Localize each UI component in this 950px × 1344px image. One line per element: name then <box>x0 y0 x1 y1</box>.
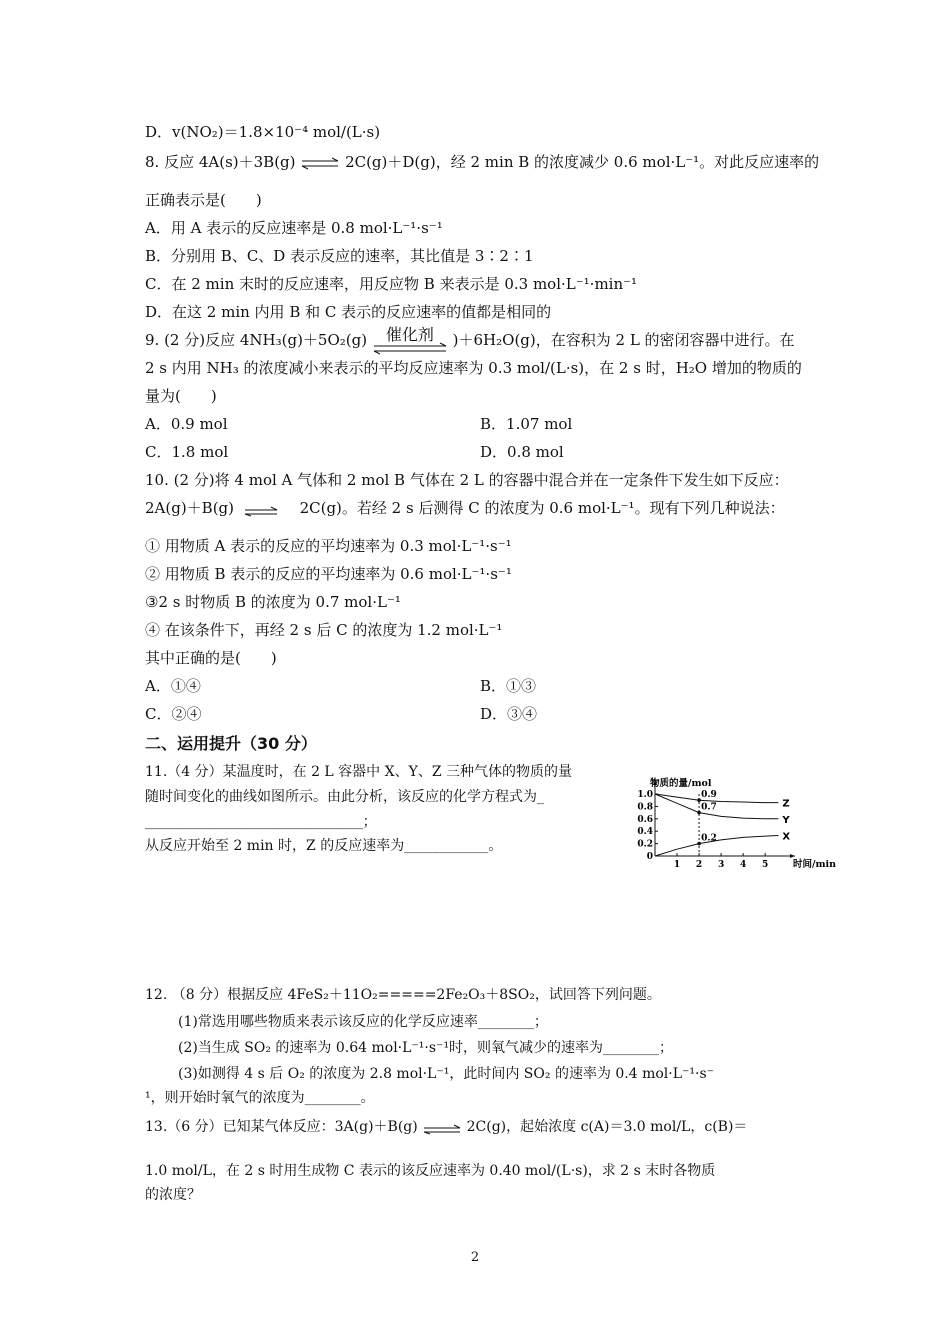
q12-part-1: (1)常选用哪些物质来表示该反应的化学反应速率________； <box>178 1014 548 1030</box>
q8-stem-cont: 正确表示是( ) <box>145 191 262 209</box>
q9-stem-end: 量为( ) <box>145 387 217 405</box>
q11-blank-equation: __________________________________； <box>145 814 377 830</box>
q10-reaction <box>145 498 785 518</box>
q10-statement-4: ④ 在该条件下，再经 2 s 后 C 的浓度为 1.2 mol·L⁻¹ <box>145 621 503 639</box>
q13-reactants: 13.（6 分）已知某气体反应：3A(g)＋B(g) <box>145 1119 418 1135</box>
annotation-label: 0.7 <box>701 802 717 813</box>
equilibrium-arrow-icon <box>422 1120 462 1134</box>
y-tick-label: 0.8 <box>637 802 653 813</box>
q10-stem: 10. (2 分)将 4 mol A 气体和 2 mol B 气体在 2 L 的容器中混合并在一定条件下发生如下反应： <box>145 471 789 489</box>
equilibrium-arrow-icon <box>239 502 295 516</box>
q12-stem: 12. （8 分）根据反应 4FeS₂＋11O₂=====2Fe₂O₃＋8SO₂，试回答下列问题。 <box>145 987 661 1003</box>
q9-option-b: B．1.07 mol <box>480 415 573 433</box>
q11-stem-cont: 随时间变化的曲线如图所示。由此分析，该反应的化学方程式为_ <box>145 789 544 805</box>
q10-products: 2C(g)。若经 2 s 后测得 C 的浓度为 0.6 mol·L⁻¹。现有下列几种说法： <box>299 499 785 517</box>
q8-option-d: D．在这 2 min 内用 B 和 C 表示的反应速率的值都是相同的 <box>145 303 552 321</box>
q10-question: 其中正确的是( ) <box>145 649 277 667</box>
x-tick-label: 5 <box>762 860 769 870</box>
q10-statement-1: ① 用物质 A 表示的反应的平均速率为 0.3 mol·L⁻¹·s⁻¹ <box>145 537 512 555</box>
q8-products: 2C(g)＋D(g)，经 2 min B 的浓度减少 0.6 mol·L⁻¹。对此反应速率的 <box>345 153 820 171</box>
y-tick-label: 0.4 <box>637 827 653 838</box>
catalyst-arrow <box>372 325 448 351</box>
q7-option-d: D．v(NO₂)＝1.8×10⁻⁴ mol/(L·s) <box>145 123 381 141</box>
amount-time-chart <box>625 772 837 872</box>
q11-stem: 11.（4 分）某温度时，在 2 L 容器中 X、Y、Z 三种气体的物质的量 <box>145 764 573 780</box>
q8-option-b: B．分别用 B、C、D 表示反应的速率，其比值是 3∶2∶1 <box>145 247 534 265</box>
q8-reactants: 8. 反应 4A(s)＋3B(g) <box>145 153 296 171</box>
series-label-y: Y <box>782 814 790 826</box>
x-tick-label: 4 <box>740 860 747 870</box>
page-number: 2 <box>470 1250 480 1265</box>
q10-option-d: D．③④ <box>480 705 538 723</box>
q11-rate-question: 从反应开始至 2 min 时，Z 的反应速率为____________。 <box>145 838 503 854</box>
y-tick-label: 0.6 <box>637 814 653 825</box>
q13-stem <box>145 1117 747 1137</box>
x-tick-label: 1 <box>673 860 681 870</box>
x-tick-label: 3 <box>717 860 725 870</box>
series-label-x: X <box>782 831 791 843</box>
q8-stem <box>145 152 819 172</box>
catalyst-label: 催化剂 <box>385 325 434 344</box>
y-axis-label: 物质的量/mol <box>650 778 712 789</box>
annotation-label: 0.2 <box>701 833 717 844</box>
q10-option-c: C．②④ <box>145 705 202 723</box>
q9-option-d: D．0.8 mol <box>480 443 564 461</box>
q10-option-a: A．①④ <box>145 677 201 695</box>
q13-products: 2C(g)，起始浓度 c(A)＝3.0 mol/L，c(B)＝ <box>466 1119 748 1135</box>
q8-option-c: C．在 2 min 末时的反应速率，用反应物 B 来表示是 0.3 mol·L⁻¹·min⁻¹ <box>145 275 638 293</box>
section-heading: 二、运用提升（30 分） <box>145 734 317 753</box>
q9-stem-cont: 2 s 内用 NH₃ 的浓度减小来表示的平均反应速率为 0.3 mol/(L·s)，在 2 s 时，H₂O 增加的物质的 <box>145 359 802 377</box>
q12-part-3: (3)如测得 4 s 后 O₂ 的浓度为 2.8 mol·L⁻¹，此时间内 SO₂ 的速率为 0.4 mol·L⁻¹·s⁻ <box>178 1066 715 1082</box>
q8-option-a: A．用 A 表示的反应速率是 0.8 mol·L⁻¹·s⁻¹ <box>145 219 443 237</box>
q9-option-c: C．1.8 mol <box>145 443 229 461</box>
q12-part-2: (2)当生成 SO₂ 的速率为 0.64 mol·L⁻¹·s⁻¹时，则氧气减少的速率为________； <box>178 1040 674 1056</box>
q10-statement-3: ③2 s 时物质 B 的浓度为 0.7 mol·L⁻¹ <box>145 593 401 611</box>
q9-option-a: A．0.9 mol <box>145 415 228 433</box>
equilibrium-arrow-icon <box>300 156 340 170</box>
series-label-z: Z <box>782 798 790 810</box>
q9-reactants: 9. (2 分)反应 4NH₃(g)＋5O₂(g) <box>145 331 368 349</box>
x-tick-label: 2 <box>695 860 703 870</box>
q12-part-3-cont: ¹，则开始时氧气的浓度为________。 <box>145 1090 375 1106</box>
x-axis-label: 时间/min <box>793 859 837 870</box>
y-tick-label: 1.0 <box>637 790 653 800</box>
x-axis-arrow-icon <box>790 854 795 858</box>
q13-question: 的浓度？ <box>145 1187 201 1203</box>
q9-stem <box>145 325 795 351</box>
q13-stem-cont: 1.0 mol/L，在 2 s 时用生成物 C 表示的该反应速率为 0.40 mol/(L·s)，求 2 s 末时各物质 <box>145 1163 716 1179</box>
q10-option-b: B．①③ <box>480 677 537 695</box>
annotation-label: 0.9 <box>701 790 717 801</box>
y-tick-label: 0.2 <box>637 839 653 850</box>
y-tick-label: 0 <box>646 852 653 862</box>
q10-reactants: 2A(g)＋B(g) <box>145 499 235 517</box>
q10-statement-2: ② 用物质 B 表示的反应的平均速率为 0.6 mol·L⁻¹·s⁻¹ <box>145 565 512 583</box>
q9-products: )＋6H₂O(g)，在容积为 2 L 的密闭容器中进行。在 <box>452 331 795 349</box>
